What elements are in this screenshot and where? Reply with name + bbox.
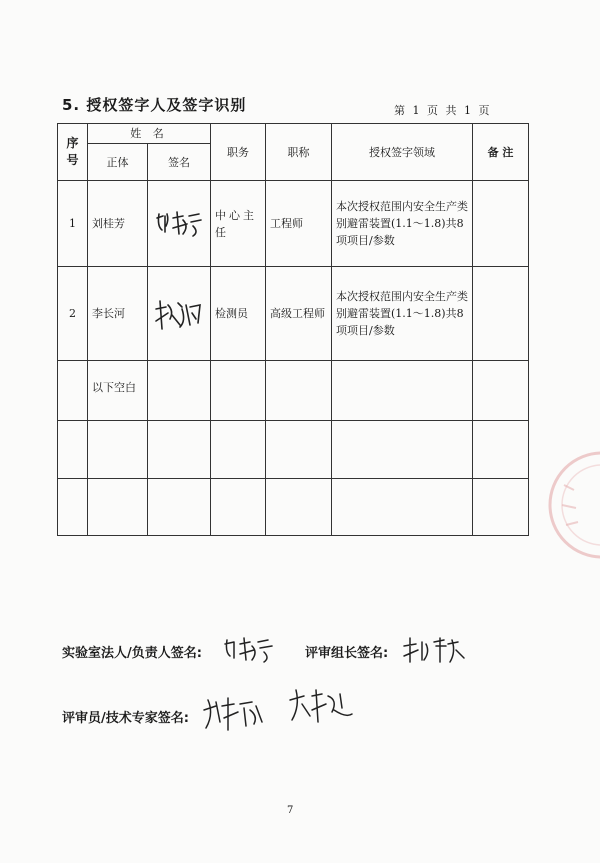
row-seq: 1 (58, 181, 88, 267)
header-signature: 签名 (148, 144, 211, 181)
page-number: 7 (287, 805, 294, 816)
handwritten-signature (152, 295, 206, 333)
reviewer-handwritten-signature-2 (286, 686, 358, 730)
row-position: 检测员 (211, 267, 266, 361)
reviewer-handwritten-signature-1 (200, 692, 270, 736)
row-name: 刘桂芳 (88, 181, 148, 267)
seal-stamp (544, 430, 600, 580)
row-scope: 本次授权范围内安全生产类别避雷装置(1.1～1.8)共8项项目/参数 (332, 267, 473, 361)
table-row (58, 361, 529, 421)
header-print-name: 正体 (88, 144, 148, 181)
row-title: 工程师 (266, 181, 332, 267)
row-name: 李长河 (88, 267, 148, 361)
row-signature-image (148, 267, 211, 361)
lab-handwritten-signature (222, 634, 278, 664)
row-position: 中心主任 (211, 181, 266, 267)
handwritten-signature (153, 206, 205, 242)
row-seq: 2 (58, 267, 88, 361)
signatory-table (57, 123, 529, 536)
page-info: 第 1 页 共 1 页 (394, 104, 490, 117)
header-scope: 授权签字领域 (332, 124, 473, 181)
leader-handwritten-signature (400, 634, 470, 664)
table-row (58, 479, 529, 536)
lab-signature-label: 实验室法人/负责人签名: (62, 646, 202, 661)
blank-note: 以下空白 (88, 361, 148, 421)
header-seq: 序号 (58, 124, 88, 181)
reviewer-signature-label: 评审员/技术专家签名: (62, 711, 189, 726)
header-title: 职称 (266, 124, 332, 181)
section-title: 5. 授权签字人及签字识别 (62, 96, 247, 114)
row-title: 高级工程师 (266, 267, 332, 361)
header-name: 姓 名 (88, 124, 211, 144)
header-remarks: 备 注 (473, 124, 529, 181)
table-row (58, 181, 529, 267)
table-header-row (58, 124, 529, 144)
row-remarks (473, 267, 529, 361)
table-row (58, 421, 529, 479)
leader-signature-label: 评审组长签名: (305, 646, 389, 661)
header-position: 职务 (211, 124, 266, 181)
row-signature-image (148, 181, 211, 267)
row-scope: 本次授权范围内安全生产类别避雷装置(1.1～1.8)共8项项目/参数 (332, 181, 473, 267)
table-row (58, 267, 529, 361)
row-remarks (473, 181, 529, 267)
